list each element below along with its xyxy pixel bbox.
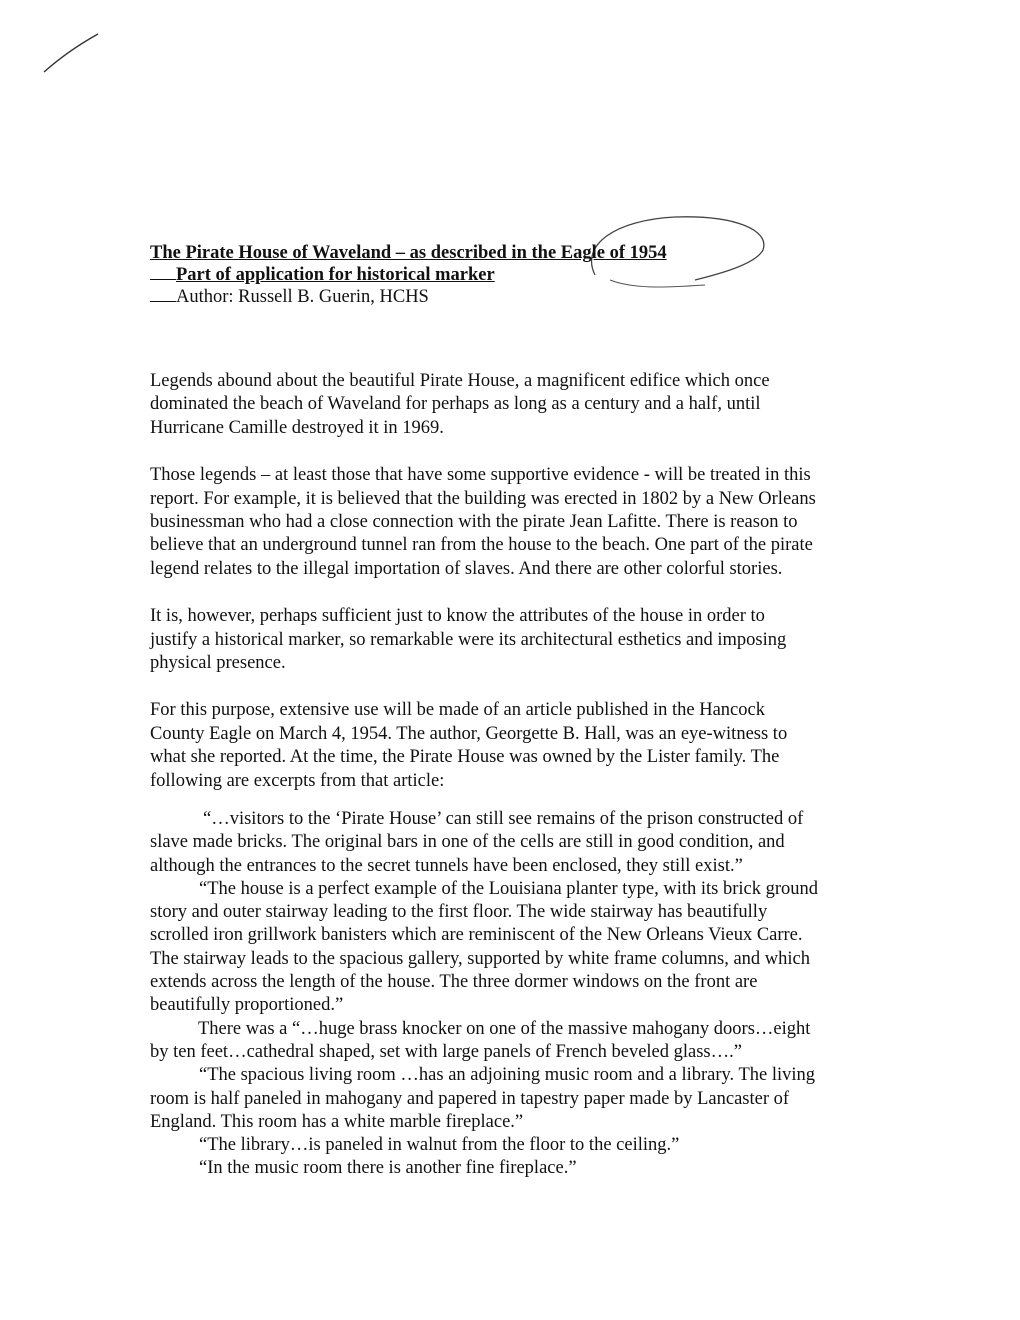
text-line: scrolled iron grillwork banisters which are reminiscent of the New Orleans Vieux Carre. (150, 925, 803, 946)
text-line: The stairway leads to the spacious gallery, supported by white frame columns, and which (150, 948, 810, 969)
text-line: physical presence. (150, 653, 286, 674)
excerpt (150, 1018, 880, 1065)
text-line: what she reported. At the time, the Pirate House was owned by the Lister family. The (150, 747, 780, 768)
text-line: report. For example, it is believed that the building was erected in 1802 by a New Orleans (150, 488, 816, 509)
text-line: For this purpose, extensive use will be made of an article published in the Hancock (150, 700, 765, 721)
pen-stroke-mark (40, 30, 110, 80)
text-line: beautifully proportioned.” (150, 995, 344, 1016)
excerpt (150, 1157, 880, 1180)
document-title: The Pirate House of Waveland – as described in the Eagle of 1954 (150, 243, 667, 263)
text-line: although the entrances to the secret tunnels have been enclosed, they still exist.” (150, 855, 743, 876)
document-subtitle: Part of application for historical marker (176, 265, 495, 285)
text-line: justify a historical marker, so remarkable were its architectural esthetics and imposing (150, 629, 787, 650)
document-author: Author: Russell B. Guerin, HCHS (176, 287, 429, 307)
text-line: “The house is a perfect example of the Louisiana planter type, with its brick ground (199, 878, 819, 899)
text-line: believe that an underground tunnel ran from the house to the beach. One part of the pirate (150, 535, 813, 556)
excerpt (150, 808, 880, 878)
document-header (150, 242, 870, 308)
text-line: slave made bricks. The original bars in one of the cells are still in good condition, and (150, 832, 785, 853)
text-line: “In the music room there is another fine fireplace.” (199, 1158, 577, 1179)
text-line: England. This room has a white marble fireplace.” (150, 1111, 524, 1132)
paragraph (150, 370, 870, 440)
excerpt (150, 1064, 880, 1134)
excerpt (150, 878, 880, 1018)
text-line: following are excerpts from that article: (150, 770, 445, 791)
text-line: “The spacious living room …has an adjoining music room and a library. The living (199, 1065, 816, 1086)
blank-line (150, 264, 176, 280)
paragraph (150, 605, 870, 675)
article-excerpts (150, 808, 880, 1181)
text-line: room is half paneled in mahogany and papered in tapestry paper made by Lancaster of (150, 1088, 790, 1109)
text-line: “…visitors to the ‘Pirate House’ can still see remains of the prison constructed of (203, 809, 804, 829)
text-line: Legends abound about the beautiful Pirate House, a magnificent edifice which once (150, 371, 770, 391)
paragraph (150, 464, 870, 581)
text-line: businessman who had a close connection with the pirate Jean Lafitte. There is reason to (150, 512, 798, 533)
text-line: There was a “…huge brass knocker on one of the massive mahogany doors…eight (198, 1018, 811, 1039)
text-line: story and outer stairway leading to the first floor. The wide stairway has beautifully (150, 902, 768, 923)
excerpt (150, 1134, 880, 1157)
text-line: “The library…is paneled in walnut from the floor to the ceiling.” (199, 1135, 680, 1156)
text-line: County Eagle on March 4, 1954. The author, Georgette B. Hall, was an eye-witness to (150, 723, 788, 744)
text-line: by ten feet…cathedral shaped, set with large panels of French beveled glass….” (150, 1041, 742, 1062)
text-line: legend relates to the illegal importation of slaves. And there are other colorful stories. (150, 558, 783, 579)
text-line: It is, however, perhaps sufficient just to know the attributes of the house in order to (150, 606, 765, 627)
text-line: Those legends – at least those that have some supportive evidence - will be treated in this (150, 465, 811, 486)
text-line: extends across the length of the house. The three dormer windows on the front are (150, 972, 758, 993)
blank-line (150, 286, 176, 302)
text-line: dominated the beach of Waveland for perhaps as long as a century and a half, until (150, 394, 761, 415)
text-line: Hurricane Camille destroyed it in 1969. (150, 417, 444, 438)
document-body (150, 370, 870, 817)
paragraph (150, 699, 870, 793)
